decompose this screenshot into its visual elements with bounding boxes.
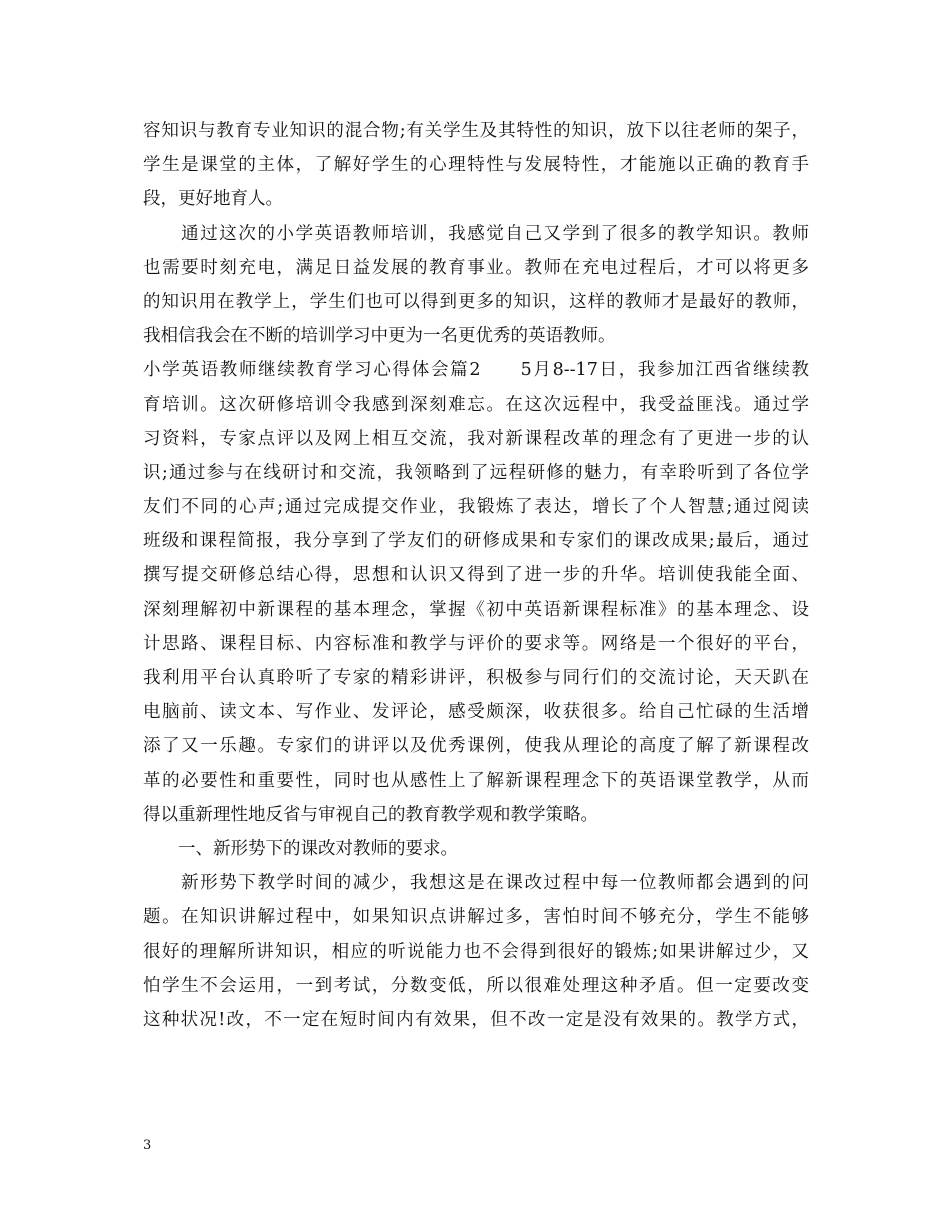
- text-line: 革的必要性和重要性，同时也从感性上了解新课程理念下的英语课堂教学，从而: [143, 770, 809, 791]
- text-line: 我相信我会在不断的培训学习中更为一名更优秀的英语教师。: [143, 326, 616, 347]
- text-line: 育培训。这次研修培训令我感到深刻难忘。在这次远程中，我受益匪浅。通过学: [143, 394, 809, 415]
- text-line: 通过这次的小学英语教师培训，我感觉自己又学到了很多的教学知识。教师: [143, 223, 809, 244]
- page-number: 3: [143, 1138, 152, 1153]
- text-line: 段，更好地育人。: [143, 189, 283, 210]
- text-line: 添了又一乐趣。专家们的讲评以及优秀课例，使我从理论的高度了解了新课程改: [143, 736, 809, 757]
- text-line: 班级和课程简报，我分享到了学友们的研修成果和专家们的课改成果;最后，通过: [143, 531, 809, 552]
- text-line: 小学英语教师继续教育学习心得体会篇2 5月8--17日，我参加江西省继续教: [143, 360, 809, 381]
- text-line: 怕学生不会运用，一到考试，分数变低，所以很难处理这种矛盾。但一定要改变: [143, 975, 809, 996]
- text-line: 习资料，专家点评以及网上相互交流，我对新课程改革的理念有了更进一步的认: [143, 428, 809, 449]
- text-line: 也需要时刻充电，满足日益发展的教育事业。教师在充电过程后，才可以将更多: [143, 257, 809, 278]
- text-line: 新形势下教学时间的减少，我想这是在课改过程中每一位教师都会遇到的问: [143, 873, 809, 894]
- text-line: 识;通过参与在线研讨和交流，我领略到了远程研修的魅力，有幸聆听到了各位学: [143, 462, 809, 483]
- document-body: [143, 114, 809, 1037]
- text-line: 容知识与教育专业知识的混合物;有关学生及其特性的知识，放下以往老师的架子，: [143, 121, 809, 141]
- text-line: 友们不同的心声;通过完成提交作业，我锻炼了表达，增长了个人智慧;通过阅读: [143, 497, 809, 518]
- text-line: 撰写提交研修总结心得，思想和认识又得到了进一步的升华。培训使我能全面、: [143, 565, 809, 586]
- text-line: 计思路、课程目标、内容标准和教学与评价的要求等。网络是一个很好的平台，: [143, 633, 809, 654]
- text-line: 题。在知识讲解过程中，如果知识点讲解过多，害怕时间不够充分，学生不能够: [143, 907, 809, 928]
- text-line: 学生是课堂的主体，了解好学生的心理特性与发展特性，才能施以正确的教育手: [143, 155, 809, 176]
- text-line: 的知识用在教学上，学生们也可以得到更多的知识，这样的教师才是最好的教师，: [143, 291, 809, 312]
- text-line: 电脑前、读文本、写作业、发评论，感受颇深，收获很多。给自己忙碌的生活增: [143, 702, 809, 723]
- text-line: 一、新形势下的课改对教师的要求。: [143, 838, 458, 859]
- text-line: 很好的理解所讲知识，相应的听说能力也不会得到很好的锻炼;如果讲解过少，又: [143, 941, 809, 962]
- text-line: 深刻理解初中新课程的基本理念，掌握《初中英语新课程标准》的基本理念、设: [143, 599, 809, 620]
- text-line: 我利用平台认真聆听了专家的精彩讲评，积极参与同行们的交流讨论，天天趴在: [143, 668, 809, 688]
- text-line: 这种状况!改，不一定在短时间内有效果，但不改一定是没有效果的。教学方式，: [143, 1009, 809, 1030]
- text-line: 得以重新理性地反省与审视自己的教育教学观和教学策略。: [143, 804, 598, 825]
